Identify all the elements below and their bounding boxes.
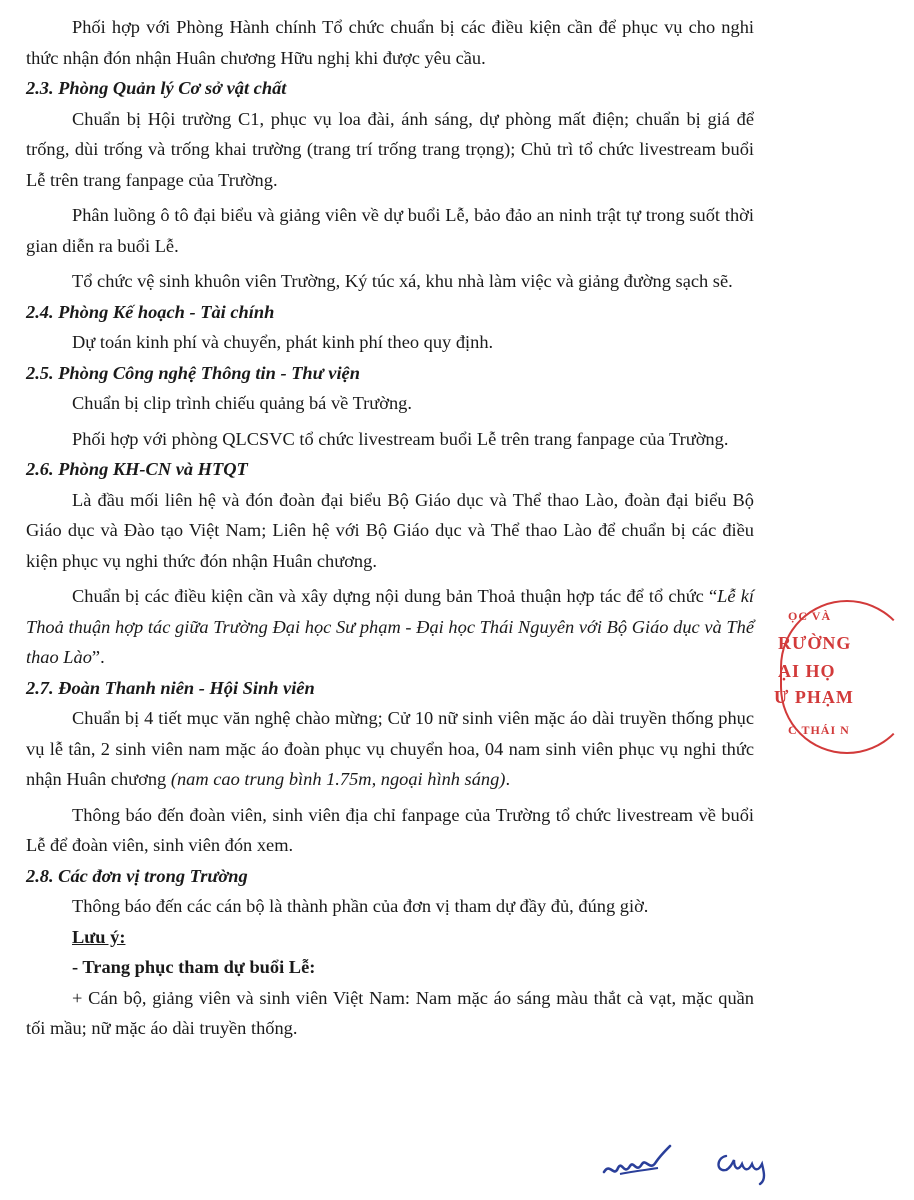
paragraph-coordination: Phối hợp với Phòng Hành chính Tổ chức chuẩn bị các điều kiện cần để phục vụ cho nghi thức nhận đón nhận Huân chương Hữu nghị khi được yêu cầu. — [26, 17, 754, 68]
initials-signature-2 — [712, 1142, 782, 1186]
seal-text-5: C THÁI N — [788, 723, 850, 737]
heading-2-5: 2.5. Phòng Công nghệ Thông tin - Thư viện — [26, 362, 360, 383]
paragraph-2-5-a: Chuẩn bị clip trình chiếu quảng bá về Trường. — [72, 393, 412, 413]
paragraph-2-7-b: Thông báo đến đoàn viên, sinh viên địa chỉ fanpage của Trường tổ chức livestream về buổi Lễ để đoàn viên, sinh viên đón xem. — [26, 804, 754, 855]
seal-text-2: RƯỜNG — [778, 633, 852, 653]
paragraph-2-4-a: Dự toán kinh phí và chuyển, phát kinh phí theo quy định. — [72, 332, 494, 352]
agreement-title: Lễ kí Thoả thuận hợp tác giữa Trường Đại học Sư phạm - Đại học Thái Nguyên với Bộ Giáo dục và Thể thao Lào — [26, 586, 754, 667]
paragraph-2-3-b: Phân luồng ô tô đại biểu và giảng viên về dự buổi Lễ, bảo đảo an ninh trật tự trong suốt thời gian diễn ra buổi Lễ. — [26, 205, 754, 256]
seal-text-4: Ư PHẠM — [774, 687, 854, 707]
note-label: Lưu ý: — [72, 926, 126, 947]
dress-code-heading: - Trang phục tham dự buổi Lễ: — [72, 957, 316, 977]
heading-2-8: 2.8. Các đơn vị trong Trường — [26, 865, 248, 886]
paragraph-2-3-a: Chuẩn bị Hội trường C1, phục vụ loa đài, ánh sáng, dự phòng mất điện; chuẩn bị giá để trống, dùi trống và trống khai trường (trang trí trống trang trọng); Chủ trì tổ chức livestream buổi Lễ trên trang fanpage của Trường. — [26, 108, 754, 190]
heading-2-6: 2.6. Phòng KH-CN và HTQT — [26, 459, 248, 479]
height-requirement: (nam cao trung bình 1.75m, ngoại hình sáng) — [170, 769, 506, 789]
heading-2-3: 2.3. Phòng Quản lý Cơ sở vật chất — [26, 78, 287, 98]
paragraph-2-7-a — [26, 703, 754, 795]
red-seal-stamp — [770, 595, 870, 765]
paragraph-2-6-a: Là đầu mối liên hệ và đón đoàn đại biểu Bộ Giáo dục và Thể thao Lào, đoàn đại biểu Bộ Giáo dục và Đào tạo Việt Nam; Liên hệ với Bộ Giáo dục và Thể thao Lào để chuẩn bị các điều kiện phục vụ nghi thức đón nhận Huân chương. — [26, 489, 754, 571]
document-page — [26, 12, 754, 1044]
paragraph-2-6-b-pre: Chuẩn bị các điều kiện cần và xây dựng nội dung bản Thoả thuận hợp tác để tổ chức “ — [72, 586, 718, 606]
paragraph-2-8-a: Thông báo đến các cán bộ là thành phần của đơn vị tham dự đầy đủ, đúng giờ. — [72, 896, 649, 916]
dress-code-vietnam: + Cán bộ, giảng viên và sinh viên Việt Nam: Nam mặc áo sáng màu thắt cà vạt, mặc quần tối mầu; nữ mặc áo dài truyền thống. — [26, 987, 754, 1038]
seal-text-1: ỌC VÀ — [788, 609, 832, 623]
heading-2-7: 2.7. Đoàn Thanh niên - Hội Sinh viên — [26, 677, 315, 698]
paragraph-2-7-a-pre: Chuẩn bị 4 tiết mục văn nghệ chào mừng; Cử 10 nữ sinh viên mặc áo dài truyền thống phục vụ lễ tân, 2 sinh viên nam mặc áo đoàn phục vụ chuyển hoa, 04 nam sinh viên phục vụ nghi thức nhận Huân chương — [26, 708, 754, 789]
seal-text-3: ẠI HỌ — [778, 661, 836, 681]
paragraph-2-7-a-post: . — [505, 769, 511, 789]
paragraph-2-5-b: Phối hợp với phòng QLCSVC tổ chức livestream buổi Lễ trên trang fanpage của Trường. — [72, 428, 729, 449]
paragraph-2-3-c: Tổ chức vệ sinh khuôn viên Trường, Ký túc xá, khu nhà làm việc và giảng đường sạch sẽ. — [72, 271, 733, 291]
heading-2-4: 2.4. Phòng Kế hoạch - Tài chính — [26, 301, 275, 322]
paragraph-2-6-b-post: ”. — [91, 647, 105, 667]
initials-signature-1 — [600, 1142, 680, 1186]
paragraph-2-6-b — [26, 581, 754, 673]
